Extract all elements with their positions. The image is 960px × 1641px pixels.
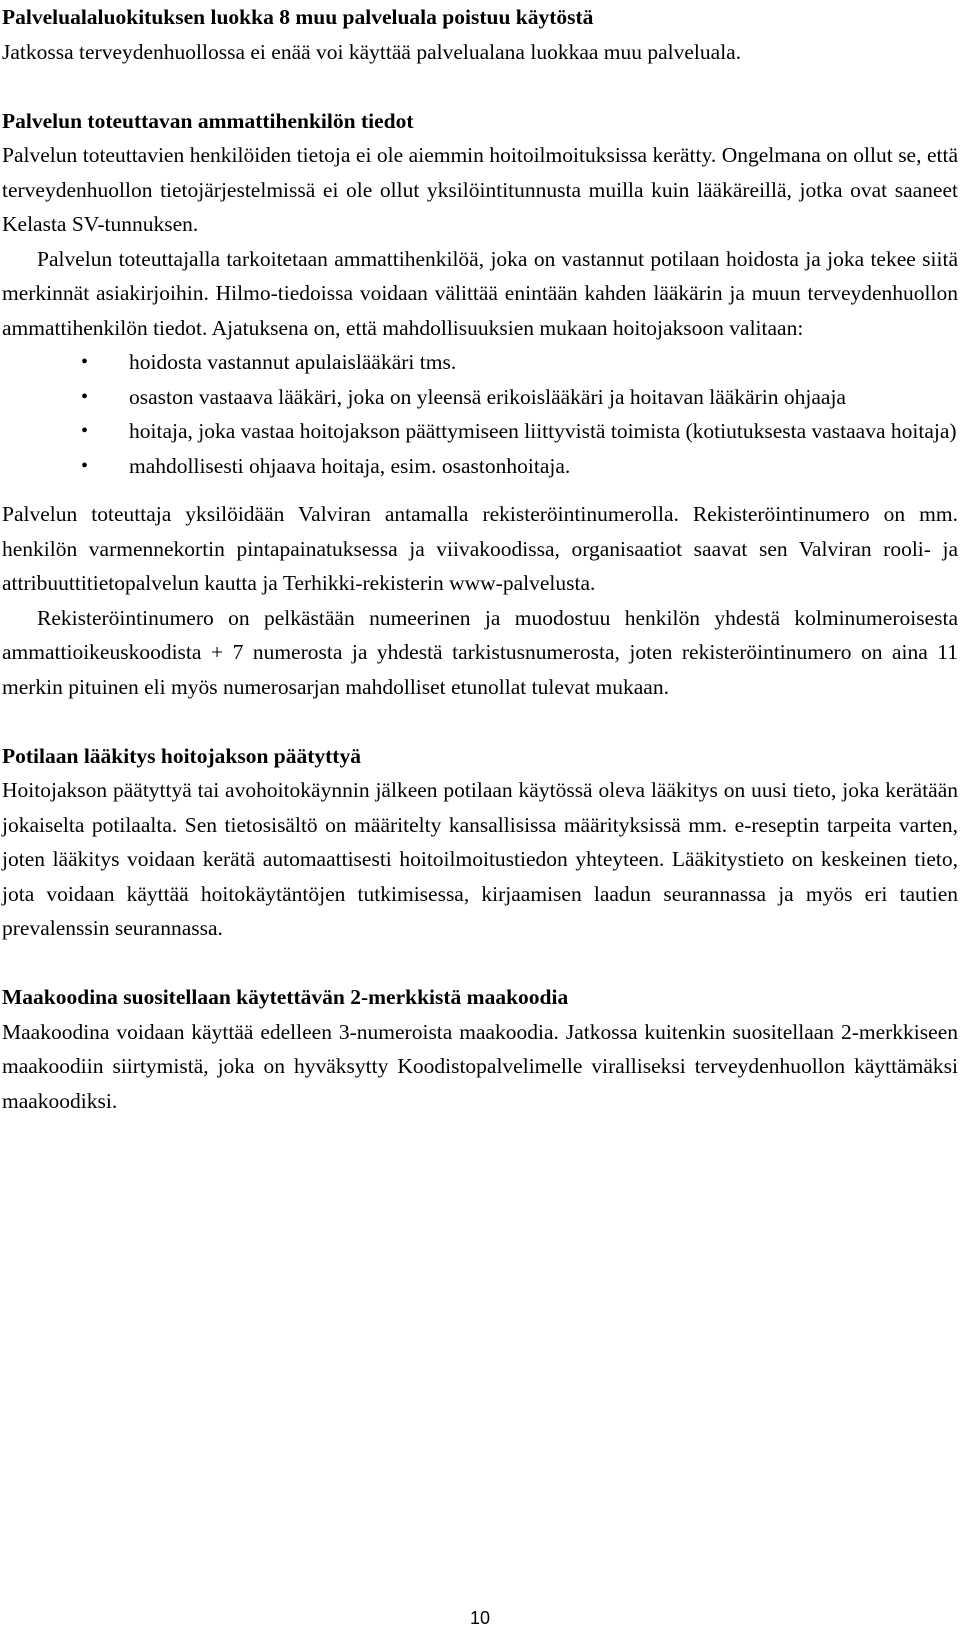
paragraph: Rekisteröintinumero on pelkästään numeerinen ja muodostuu henkilön yhdestä kolminumeroisesta ammattioikeuskoodista + 7 numerosta ja yhdestä tarkistusnumerosta, joten rekisteröintinumero on aina 11 merkin pituinen eli myös numerosarjan mahdolliset etunollat tulevat mukaan. <box>2 605 958 699</box>
paragraph: Hoitojakson päätyttyä tai avohoitokäynnin jälkeen potilaan käytössä oleva lääkitys on uusi tieto, joka kerätään jokaiselta potilaalta. Sen tietosisältö on määritelty kansallisissa määrityksissä mm. e-reseptin tarpeita varten, joten lääkitys voidaan kerätä automaattisesti hoitoilmoitustiedon yhteyteen. Lääkitystieto on keskeinen tieto, jota voidaan käyttää hoitokäytäntöjen tutkimisessa, kirjaamisen laadun seurannassa ja myös eri tautien prevalenssin seurannassa. <box>2 778 958 940</box>
section-service-category <box>2 0 958 69</box>
section-heading: Maakoodina suositellaan käytettävän 2-merkkistä maakoodia <box>2 985 569 1009</box>
bullet-icon: • <box>81 385 89 408</box>
section-country-code <box>2 980 958 1118</box>
page-number: 10 <box>469 1608 491 1628</box>
section-professional-info <box>2 104 958 705</box>
section-heading: Palvelualaluokituksen luokka 8 muu palveluala poistuu käytöstä <box>2 5 594 29</box>
list-item-text: mahdollisesti ohjaava hoitaja, esim. osastonhoitaja. <box>129 453 571 478</box>
section-heading: Palvelun toteuttavan ammattihenkilön tiedot <box>2 108 414 133</box>
section-medication <box>2 739 958 946</box>
bullet-icon: • <box>81 351 89 373</box>
list-item <box>2 449 958 484</box>
list-item <box>2 345 958 380</box>
list-item-text: osaston vastaava lääkäri, joka on yleensä erikoislääkäri ja hoitavan lääkärin ohjaaja <box>129 384 846 409</box>
list-item <box>2 380 958 415</box>
spacer <box>2 704 958 739</box>
paragraph: Jatkossa terveydenhuollossa ei enää voi käyttää palvelualana luokkaa muu palveluala. <box>2 39 742 64</box>
paragraph: Palvelun toteuttavien henkilöiden tietoja ei ole aiemmin hoitoilmoituksissa kerätty. Ongelmana on ollut se, että terveydenhuollon tietojärjestelmissä ei ole ollut yksilöintitunnusta muilla kuin lääkäreillä, jotka ovat saaneet Kelasta SV-tunnuksen. <box>2 143 958 236</box>
spacer <box>2 483 958 497</box>
document-body <box>2 0 958 1118</box>
list-item-text: hoidosta vastannut apulaislääkäri tms. <box>129 350 457 374</box>
paragraph: Maakoodina voidaan käyttää edelleen 3-numeroista maakoodia. Jatkossa kuitenkin suositellaan 2-merkkiseen maakoodiin siirtymistä, joka on hyväksytty Koodistopalvelimelle viralliseksi terveydenhuollon käyttämäksi maakoodiksi. <box>2 1019 958 1113</box>
paragraph: Palvelun toteuttajalla tarkoitetaan ammattihenkilöä, joka on vastannut potilaan hoidosta ja joka tekee siitä merkinnät asiakirjoihin. Hilmo-tiedoissa voidaan välittää enintään kahden lääkärin ja muun terveydenhuollon ammattihenkilön tiedot. Ajatuksena on, että mahdollisuuksien mukaan hoitojaksoon valitaan: <box>2 246 958 340</box>
list-item-text: hoitaja, joka vastaa hoitojakson päättymiseen liittyvistä toimista (kotiutuksesta vastaava hoitaja) <box>129 419 957 443</box>
bullet-icon: • <box>81 420 89 442</box>
list-item <box>2 414 958 449</box>
spacer <box>2 946 958 981</box>
spacer <box>2 69 958 104</box>
bullet-list <box>2 345 958 483</box>
bullet-icon: • <box>81 454 89 477</box>
paragraph: Palvelun toteuttaja yksilöidään Valviran antamalla rekisteröintinumerolla. Rekisteröintinumero on mm. henkilön varmennekortin pintapainatuksessa ja viivakoodissa, organisaatiot saavat sen Valviran rooli- ja attribuuttitietopalvelun kautta ja Terhikki-rekisterin www-palvelusta. <box>2 502 958 595</box>
section-heading: Potilaan lääkitys hoitojakson päätyttyä <box>2 743 361 768</box>
